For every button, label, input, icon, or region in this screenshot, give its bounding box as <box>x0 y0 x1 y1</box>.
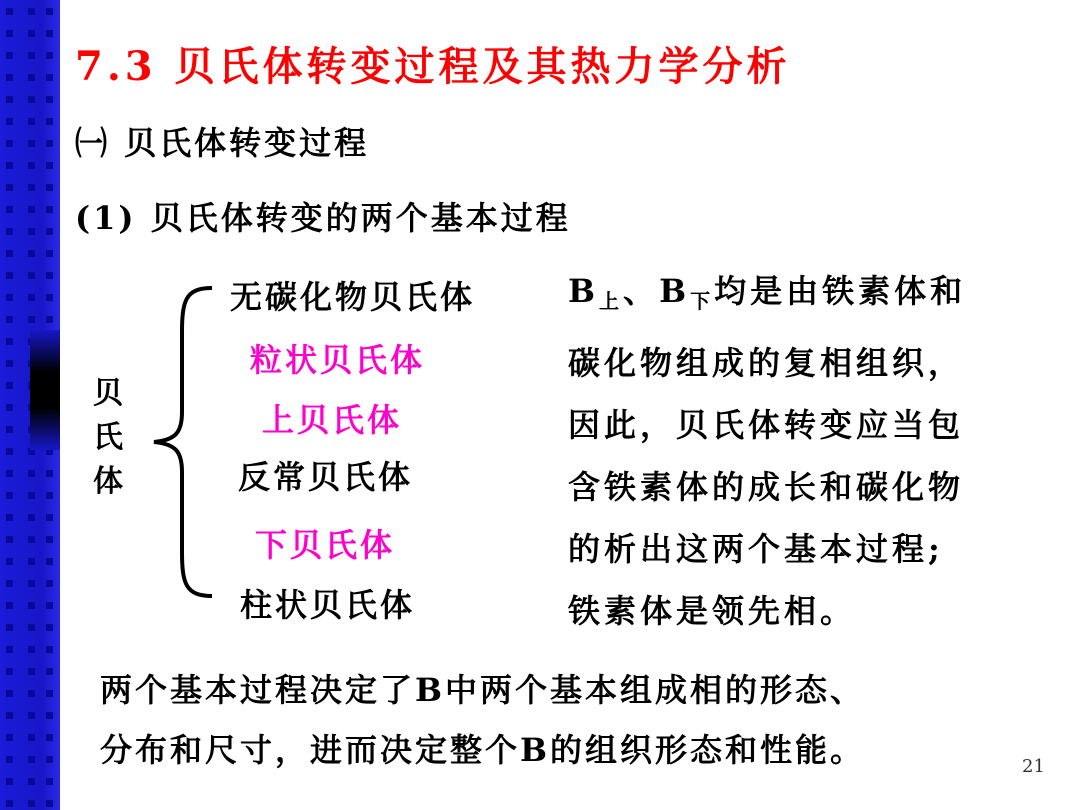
decorative-square <box>46 184 53 191</box>
decorative-square <box>46 294 53 301</box>
decorative-square <box>6 624 13 631</box>
decorative-square <box>46 602 53 609</box>
b-symbol: B <box>568 272 600 310</box>
decorative-square <box>46 624 53 631</box>
decorative-square <box>46 536 53 543</box>
decorative-square <box>28 536 35 543</box>
root-label <box>90 372 126 504</box>
decorative-square <box>6 250 13 257</box>
decorative-square <box>6 206 13 213</box>
decorative-square <box>46 690 53 697</box>
paragraph-line: 铁素体是领先相。 <box>568 592 857 630</box>
decorative-square <box>6 800 13 807</box>
decorative-square <box>6 646 13 653</box>
decorative-square <box>6 338 13 345</box>
type-item: 反常贝氏体 <box>238 458 414 496</box>
decorative-square <box>46 734 53 741</box>
section-heading: ㈠ 贝氏体转变过程 <box>75 124 370 162</box>
decorative-square <box>6 778 13 785</box>
decorative-square <box>6 184 13 191</box>
decorative-square <box>6 580 13 587</box>
decorative-square <box>6 426 13 433</box>
decorative-square <box>46 800 53 807</box>
decorative-square <box>28 272 35 279</box>
decorative-square <box>46 96 53 103</box>
decorative-square <box>6 118 13 125</box>
decorative-square <box>6 404 13 411</box>
decorative-square <box>46 492 53 499</box>
decorative-square <box>28 96 35 103</box>
decorative-square <box>46 250 53 257</box>
decorative-square <box>6 470 13 477</box>
side-decoration-shadow <box>30 330 60 450</box>
decorative-square <box>28 690 35 697</box>
conclusion-line: 分布和尺寸，进而决定整个B的组织形态和性能。 <box>100 731 866 769</box>
decorative-square <box>6 162 13 169</box>
decorative-square <box>6 8 13 15</box>
decorative-square <box>46 118 53 125</box>
decorative-square <box>28 294 35 301</box>
decorative-square <box>46 228 53 235</box>
decorative-square <box>6 690 13 697</box>
decorative-square <box>46 756 53 763</box>
decorative-square <box>28 30 35 37</box>
decorative-square <box>28 206 35 213</box>
paragraph-line: 碳化物组成的复相组织， <box>568 344 965 382</box>
decorative-square <box>46 646 53 653</box>
decorative-square <box>46 668 53 675</box>
decorative-square <box>28 756 35 763</box>
decorative-square <box>46 514 53 521</box>
decorative-square <box>28 778 35 785</box>
decorative-square <box>6 756 13 763</box>
decorative-square <box>6 514 13 521</box>
paragraph-line: 含铁素体的成长和碳化物 <box>568 468 965 506</box>
decorative-square <box>28 162 35 169</box>
decorative-square <box>28 558 35 565</box>
b-subscript: 上 <box>599 289 624 313</box>
type-item: 下贝氏体 <box>255 526 396 564</box>
type-item: 粒状贝氏体 <box>250 341 426 379</box>
decorative-square <box>46 712 53 719</box>
decorative-square <box>6 228 13 235</box>
explanation-paragraph <box>568 260 1068 642</box>
decorative-square <box>28 602 35 609</box>
decorative-square <box>46 74 53 81</box>
decorative-square <box>28 184 35 191</box>
decorative-square <box>28 734 35 741</box>
decorative-square <box>46 162 53 169</box>
paragraph-line: 的析出这两个基本过程; <box>568 530 944 568</box>
decorative-square <box>28 74 35 81</box>
decorative-square <box>28 492 35 499</box>
type-item: 柱状贝氏体 <box>240 586 416 624</box>
decorative-square <box>28 712 35 719</box>
page-number: 21 <box>1022 756 1045 777</box>
decorative-square <box>28 228 35 235</box>
decorative-square <box>28 8 35 15</box>
decorative-square <box>28 250 35 257</box>
conclusion-line: 两个基本过程决定了B中两个基本组成相的形态、 <box>100 671 866 709</box>
decorative-square <box>6 602 13 609</box>
decorative-square <box>28 316 35 323</box>
type-item: 无碳化物贝氏体 <box>230 278 476 316</box>
decorative-square <box>6 382 13 389</box>
decorative-square <box>6 30 13 37</box>
decorative-square <box>28 668 35 675</box>
b-symbol: B <box>659 272 691 310</box>
decorative-square <box>6 492 13 499</box>
root-char: 氏 <box>93 420 123 455</box>
decorative-square <box>28 470 35 477</box>
decorative-square <box>6 734 13 741</box>
paragraph-text: 均是由铁素体和 <box>714 272 967 310</box>
decorative-square <box>28 514 35 521</box>
root-char: 体 <box>93 464 123 499</box>
decorative-square <box>46 316 53 323</box>
decorative-square <box>6 712 13 719</box>
decorative-square <box>28 118 35 125</box>
b-subscript: 下 <box>690 289 715 313</box>
decorative-square <box>46 140 53 147</box>
decorative-square <box>28 52 35 59</box>
decorative-square <box>6 140 13 147</box>
curly-brace-icon <box>140 282 220 602</box>
decorative-square <box>46 470 53 477</box>
decorative-square <box>6 536 13 543</box>
page-title: 7.3 贝氏体转变过程及其热力学分析 <box>75 43 791 90</box>
type-item: 上贝氏体 <box>262 401 403 439</box>
decorative-square <box>6 360 13 367</box>
decorative-square <box>28 624 35 631</box>
decorative-square <box>6 272 13 279</box>
decorative-square <box>6 316 13 323</box>
decorative-square <box>6 52 13 59</box>
paragraph-line <box>568 260 1068 332</box>
decorative-square <box>46 8 53 15</box>
decorative-square <box>6 668 13 675</box>
decorative-square <box>46 272 53 279</box>
decorative-square <box>6 74 13 81</box>
decorative-square <box>6 558 13 565</box>
subsection-heading: (1) 贝氏体转变的两个基本过程 <box>75 199 571 237</box>
decorative-square <box>28 646 35 653</box>
decorative-square <box>46 206 53 213</box>
separator: 、 <box>623 272 660 310</box>
decorative-square <box>46 52 53 59</box>
decorative-square <box>28 800 35 807</box>
decorative-square <box>46 580 53 587</box>
decorative-square <box>6 96 13 103</box>
decorative-square <box>6 448 13 455</box>
paragraph-line: 因此，贝氏体转变应当包 <box>568 406 965 444</box>
decorative-square <box>46 778 53 785</box>
conclusion-text <box>100 660 865 780</box>
decorative-square <box>46 558 53 565</box>
root-char: 贝 <box>93 376 123 411</box>
decorative-square <box>28 140 35 147</box>
decorative-square <box>28 580 35 587</box>
decorative-square <box>6 294 13 301</box>
decorative-square <box>46 30 53 37</box>
